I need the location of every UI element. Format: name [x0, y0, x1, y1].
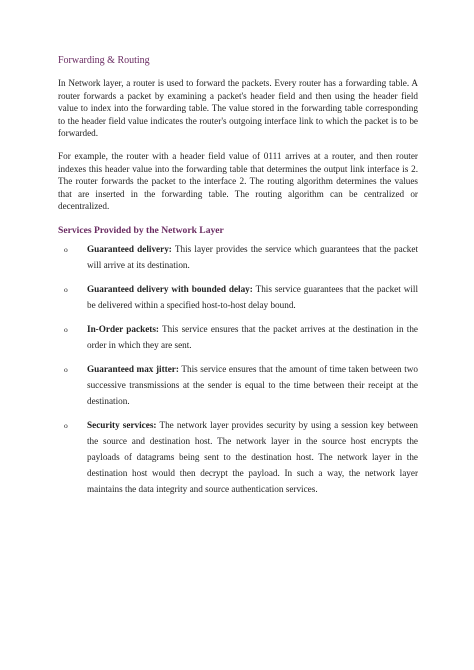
forwarding-routing-heading: Forwarding & Routing — [58, 55, 150, 66]
service-title: In-Order packets: — [87, 323, 159, 334]
service-title: Guaranteed delivery: — [87, 243, 172, 254]
services-heading: Services Provided by the Network Layer — [58, 224, 224, 236]
service-security — [58, 417, 418, 497]
forwarding-paragraph: In Network layer, a router is used to forward the packets. Every router has a forwarding table. A router forwards a packet by examining a packet's header field and then using the header field value to index into the forwarding table. The value stored in the forwarding table corresponding to the header field value indicates the router's outgoing interface link to which the packet is to be forwarded. — [58, 78, 418, 139]
bullet-icon: o — [64, 420, 68, 430]
service-title: Guaranteed delivery with bounded delay: — [87, 283, 253, 294]
service-description: This layer provides the service which guarantees that the packet will arrive at its destination. — [87, 243, 418, 270]
document-content — [58, 54, 418, 505]
service-in-order-packets — [58, 321, 418, 353]
service-description: This service ensures that the packet arrives at the destination in the order in which they are sent. — [87, 323, 419, 350]
service-max-jitter — [58, 361, 418, 409]
bullet-icon: o — [64, 324, 68, 334]
service-bounded-delay — [58, 281, 418, 313]
routing-example-paragraph: For example, the router with a header field value of 0111 arrives at a router, and then router indexes this header value into the forwarding table that determines the output link interface is 2. The router forwards the packet to the interface 2. The routing algorithm determines the values that are inserted in the forwarding table. The routing algorithm can be centralized or decentralized. — [58, 150, 418, 212]
service-title: Guaranteed max jitter: — [87, 363, 179, 374]
service-description: This service guarantees that the packet will be delivered within a specified host-to-host delay bound. — [87, 283, 419, 310]
bullet-icon: o — [64, 364, 68, 374]
bullet-icon: o — [64, 284, 68, 294]
service-title: Security services: — [87, 419, 157, 430]
service-guaranteed-delivery — [58, 241, 418, 273]
service-description: The network layer provides security by using a session key between the source and destination host. The network layer in the source host encrypts the payloads of datagrams being sent to the destination host. The network layer in the destination host would then decrypt the payload. In such a way, the network layer maintains the data integrity and source authentication services. — [87, 419, 419, 494]
bullet-icon: o — [64, 244, 68, 254]
services-list — [58, 241, 418, 497]
service-description: This service ensures that the amount of time taken between two successive transmissions at the sender is equal to the time between their receipt at the destination. — [87, 363, 418, 406]
